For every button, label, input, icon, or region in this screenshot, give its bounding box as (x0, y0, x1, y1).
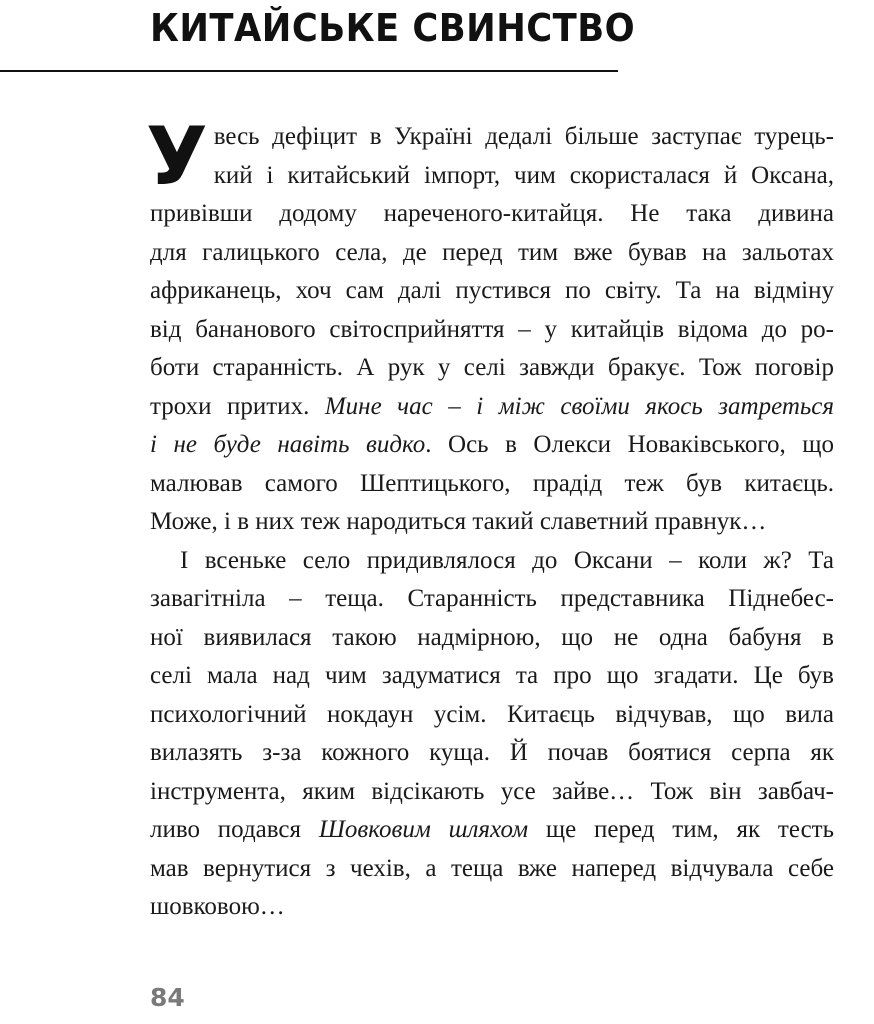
text-line: боти старанність. А рук у селі завжди бракує. Тож поговір (150, 354, 834, 381)
body-text (146, 110, 834, 927)
drop-cap: У (146, 110, 208, 203)
text-line: завагітніла – теща. Старанність представника Піднебес- (150, 585, 834, 612)
text-line: ної виявилася такою надмірною, що не одна бабуня в (150, 623, 834, 651)
text-line: привівши додому нареченого-китайця. Не така дивина (150, 200, 834, 227)
italic-phrase: і не буде навіть видко (150, 431, 426, 458)
text-line: весь дефіцит в Україні дедалі більше заступає турець- (213, 123, 834, 150)
text-line: І всеньке село придивлялося до Оксани – коли ж? Та (180, 546, 834, 574)
text-line: вилазять з-за кожного куща. Й почав боятися серпа як (150, 739, 834, 766)
title-rule (0, 70, 618, 72)
italic-phrase: Шовковим шляхом (318, 816, 529, 843)
text-line: африканець, хоч сам далі пустився по світу. Та на відміну (150, 277, 834, 304)
chapter-title: КИТАЙСЬКЕ СВИНСТВО (150, 6, 636, 50)
page-number: 84 (150, 983, 185, 1012)
text-line: шовковою… (150, 893, 285, 920)
text-line: психологічний нокдаун усім. Китаєць відчував, що вила (150, 700, 834, 728)
text-line: малював самого Шептицького, прадід теж був китаєць. (150, 469, 834, 497)
italic-phrase: Мине час – і між своїми якось затреться (324, 392, 834, 420)
text-line: трохи притих. Мине час – і між своїми якось затреться (150, 392, 834, 420)
text-line: кий і китайський імпорт, чим скористалася й Оксана, (213, 161, 834, 189)
text-line: інструмента, яким відсікають усе зайве… Тож він завбач- (150, 777, 834, 805)
text-line: і не буде навіть видко. Ось в Олекси Новаківського, що (150, 431, 834, 458)
text-line: мав вернутися з чехів, а теща вже наперед відчувала себе (150, 854, 834, 882)
text-line: Може, і в них теж народиться такий славетний правнук… (150, 508, 767, 535)
text-line: для галицького села, де перед тим вже бував на зальотах (150, 238, 834, 266)
text-line: ливо подався Шовковим шляхом ще перед тим, як тесть (150, 816, 834, 843)
text-line: від бананового світосприйняття – у китайців відома до ро- (150, 315, 834, 343)
text-line: селі мала над чим задуматися та про що згадати. Це був (150, 662, 834, 689)
